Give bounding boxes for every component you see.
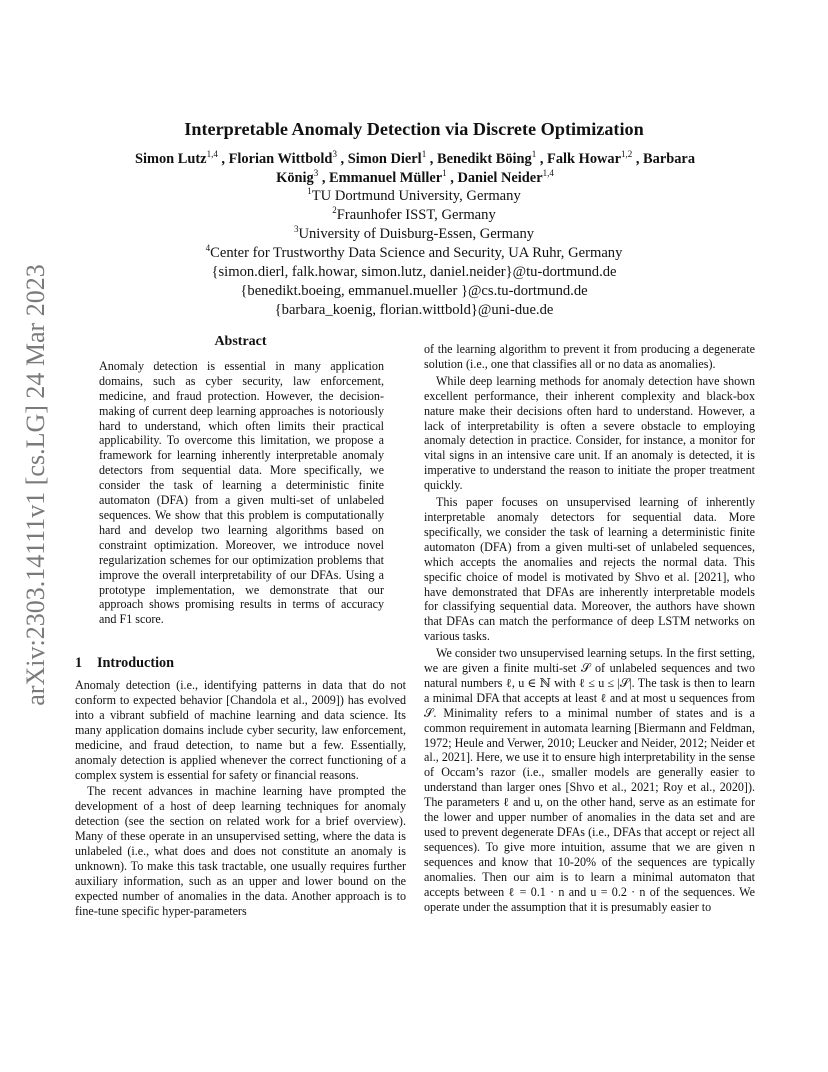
- affiliation-text: Center for Trustworthy Data Science and Security, UA Ruhr, Germany: [210, 245, 623, 261]
- affiliation-sup: 1: [307, 186, 312, 196]
- abstract-text: Anomaly detection is essential in many application domains, such as cyber security, law enforcement, medicine, and fraud protection. However, the decision-making of current deep learning approaches is notoriously hard to understand, which often limits their practical applicability. To overcome this limitation, we propose a framework for learning inherently interpretable anomaly detectors from sequential data. More specifically, we consider the task of learning a deterministic finite automaton (DFA) from a given multi-set of unlabeled sequences. We show that this problem is computationally hard and develop two learning algorithms based on constraint optimization. Moreover, we introduce novel regularization schemes for our optimization problems that improve the overall interpretability of our DFAs. Using a prototype implementation, we demonstrate that our approach shows promising results in terms of accuracy and F1 score.: [99, 358, 384, 627]
- author: Falk Howar: [547, 151, 621, 167]
- section-number: 1: [75, 655, 83, 672]
- author: Benedikt Böing: [436, 151, 532, 167]
- paper-title: Interpretable Anomaly Detection via Discrete Optimization: [184, 119, 644, 139]
- affiliation: [0, 244, 828, 263]
- paragraph: Anomaly detection (i.e., identifying patterns in data that do not conform to expected behavior [Chandola et al., 2009]) has evolved into a vibrant subfield of machine learning and data science. Its many application domains include cyber security, law enforcement, medicine, and fraud detection, to name but a few. Essentially, anomaly detection is applied whenever the correct functioning of a complex system is essential for safety or financial reasons.: [75, 678, 406, 782]
- author-given-name: Barbara: [643, 151, 696, 167]
- arxiv-stamp: [18, 264, 54, 706]
- paragraph: While deep learning methods for anomaly detection have shown excellent performance, their inherent complexity and black-box nature make their decisions often hard to understand. However, a lack of interpretability is often a severe obstacle to employing anomaly detection in practice. Consider, for instance, a monitor for vital signs in an intensive care unit. If an anomaly is detected, it is imperative to understand the reason to initiate the proper treatment quickly.: [424, 373, 755, 493]
- author-sup: 3: [313, 168, 319, 178]
- author-sup: 3: [332, 149, 337, 159]
- author-list: [70, 150, 760, 188]
- author-sup: 1,4: [206, 149, 218, 159]
- author: Daniel Neider: [457, 170, 543, 186]
- author-surname: König: [276, 170, 314, 186]
- author: Emmanuel Müller: [329, 170, 443, 186]
- author-line-2: König$^3$ , Emmanuel Müller$^1$ , Daniel Neider$^{1,4}$: [276, 168, 554, 186]
- abstract-heading: Abstract: [214, 334, 267, 349]
- email-line: {barbara_koenig, florian.wittbold}@uni-due.de: [274, 302, 554, 318]
- affiliation: [0, 187, 828, 206]
- affiliation-sup: 3: [293, 224, 299, 234]
- author: Florian Wittbold: [228, 151, 333, 167]
- author-sup: 1: [531, 149, 537, 159]
- affiliation-sup: 4: [205, 243, 211, 253]
- author-line-1: Simon Lutz$^{1,4}$ , Florian Wittbold$^3$ , Simon Dierl$^1$ , Benedikt Böing$^1$ , Falk Howar$^{1,2}$ , Barbara: [134, 149, 696, 167]
- email-line: {simon.dierl, falk.howar, simon.lutz, daniel.neider}@tu-dortmund.de: [211, 264, 617, 280]
- author-sup: 1: [442, 168, 447, 178]
- paragraph: The recent advances in machine learning have prompted the development of a host of deep learning techniques for anomaly detection (see the section on related work for a brief overview). Many of these operate in an unsupervised setting, where the data is unlabeled (i.e., what does and does not constitute an anomaly is unknown). To make this task tractable, one usually requires further auxiliary information, such as an upper and lower bound on the expected number of anomalies in the data. Another approach is to fine-tune specific hyper-parameters: [75, 784, 406, 918]
- affiliation: [0, 206, 828, 225]
- affiliation-text: Fraunhofer ISST, Germany: [336, 207, 496, 223]
- author-sup: 1: [421, 149, 427, 159]
- author-sup: 1,2: [621, 149, 633, 159]
- abstract: [75, 359, 406, 627]
- paragraph: of the learning algorithm to prevent it from producing a degenerate solution (i.e., one that classifies all or no data as anomalies).: [424, 342, 755, 371]
- author: Simon Dierl: [347, 151, 422, 167]
- left-column: [75, 335, 406, 919]
- affiliations: [0, 187, 828, 320]
- author-sup: 1,4: [542, 168, 554, 178]
- author: Simon Lutz: [134, 151, 207, 167]
- right-column: [424, 342, 755, 914]
- paragraph: This paper focuses on unsupervised learning of inherently interpretable anomaly detectors for sequential data. More specifically, we consider the task of learning a deterministic finite automaton (DFA) from a given multi-set of unlabeled sequences, which accepts the anomalies and rejects the normal data. This specific choice of model is motivated by Shvo et al. [2021], who have demonstrated that DFAs are inherently interpretable models for classifying sequential data. Moreover, the authors have shown that DFAs can match the performance of deep LSTM networks on various tasks.: [424, 495, 755, 644]
- affiliation-text: University of Duisburg-Essen, Germany: [298, 226, 535, 242]
- section-heading: [75, 656, 406, 671]
- section-title: Introduction: [97, 655, 174, 672]
- paragraph: We consider two unsupervised learning setups. In the first setting, we are given a finite multi-set 𝒮 of unlabeled sequences and two natural numbers ℓ, u ∈ ℕ with ℓ ≤ u ≤ |𝒮|. The task is then to learn a minimal DFA that accepts at least ℓ and at most u sequences from 𝒮. Minimality refers to a minimal number of states and is a common requirement in automata learning [Biermann and Feldman, 1972; Heule and Verwer, 2010; Leucker and Neider, 2012; Neider et al., 2021]. Here, we use it to ensure high interpretability in the sense of Occam’s razor (i.e., smaller models are generally easier to understand than larger ones [Shvo et al., 2021; Roy et al., 2020]). The parameters ℓ and u, on the other hand, serve as an estimate for the lower and upper number of anomalies in the data set and are used to prevent degenerate DFAs (i.e., DFAs that accept or reject all sequences). To give more intuition, assume that we are given n sequences and know that 10-20% of the sequences are typically anomalies. Then our aim is to learn a minimal automaton that accepts between ℓ = 0.1 · n and u = 0.2 · n of the sequences. We operate under the assumption that it is presumably easier to: [424, 646, 755, 914]
- affiliation-sup: 2: [332, 205, 337, 215]
- affiliation: [0, 225, 828, 244]
- arxiv-id: arXiv:2303.14111v1 [cs.LG] 24 Mar 2023: [21, 264, 50, 706]
- email-line: {benedikt.boeing, emmanuel.mueller }@cs.tu-dortmund.de: [240, 283, 588, 299]
- affiliation-text: TU Dortmund University, Germany: [311, 188, 521, 204]
